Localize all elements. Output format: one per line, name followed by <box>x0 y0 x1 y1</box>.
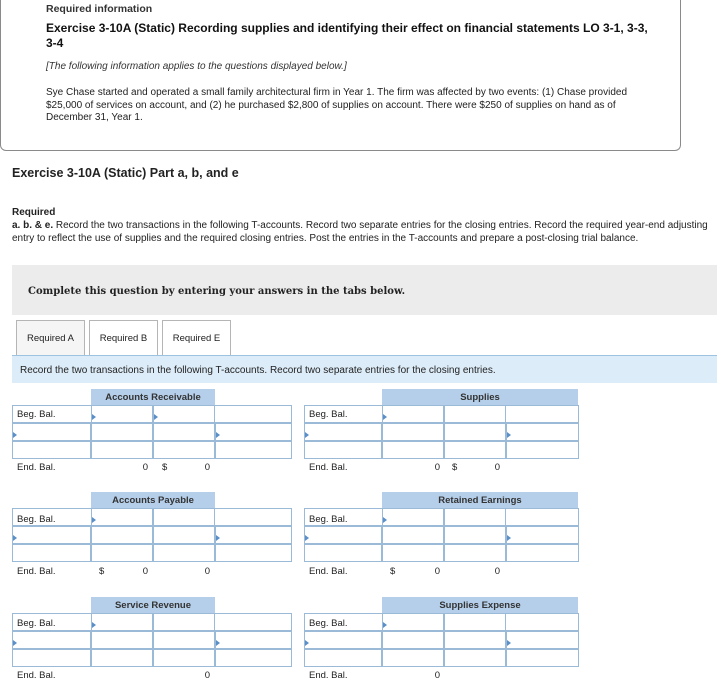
tab-required-a[interactable]: Required A <box>16 320 85 356</box>
supplies-end-dollar: $ <box>452 462 458 473</box>
ap-row1-label-input[interactable] <box>12 526 91 544</box>
input-marker-icon <box>154 414 158 420</box>
sr-row2-right-label-input[interactable] <box>215 649 292 667</box>
ar-row1-credit-input[interactable] <box>153 423 215 441</box>
supplies-row1-label-input[interactable] <box>304 423 382 441</box>
end-bal-label: End. Bal. <box>309 566 348 577</box>
ap-row2-right-label-input[interactable] <box>215 544 292 562</box>
se-row2-label-input[interactable] <box>304 649 382 667</box>
re-end-dollar: $ <box>390 566 396 577</box>
supplies-row1-credit-input[interactable] <box>444 423 506 441</box>
se-beg-debit-input[interactable] <box>382 613 444 631</box>
ap-row1-right-label-input[interactable] <box>215 526 292 544</box>
ar-end-debit-value: 0 <box>142 462 148 473</box>
tab-required-e[interactable]: Required E <box>162 320 231 356</box>
se-beg-credit-input[interactable] <box>444 613 506 631</box>
sr-beg-debit-input[interactable] <box>91 613 153 631</box>
re-beg-debit-input[interactable] <box>382 508 444 526</box>
input-marker-icon <box>216 640 220 646</box>
t-account-title: Accounts Receivable <box>91 389 215 406</box>
supplies-end-credit-value: 0 <box>494 462 500 473</box>
part-title: Exercise 3-10A (Static) Part a, b, and e <box>12 166 239 180</box>
ar-row2-label-input[interactable] <box>12 441 91 459</box>
supplies-row1-right-label-input[interactable] <box>506 423 579 441</box>
end-bal-label: End. Bal. <box>309 462 348 473</box>
t-account-title: Supplies <box>382 389 578 406</box>
info-note: [The following information applies to the questions displayed below.] <box>46 61 347 72</box>
ap-end-debit-value: 0 <box>142 566 148 577</box>
se-row1-debit-input[interactable] <box>382 631 444 649</box>
input-marker-icon <box>92 622 96 628</box>
re-row2-label-input[interactable] <box>304 544 382 562</box>
input-marker-icon <box>383 517 387 523</box>
ar-row2-right-label-input[interactable] <box>215 441 292 459</box>
re-beg-credit-input[interactable] <box>444 508 506 526</box>
ap-end-credit-value: 0 <box>204 566 210 577</box>
input-marker-icon <box>13 535 17 541</box>
ar-row1-right-label-input[interactable] <box>215 423 292 441</box>
complete-question-box <box>12 265 717 315</box>
re-row1-debit-input[interactable] <box>382 526 444 544</box>
input-marker-icon <box>92 517 96 523</box>
ap-beg-credit-input[interactable] <box>153 508 215 526</box>
ap-row1-debit-input[interactable] <box>91 526 153 544</box>
input-marker-icon <box>216 432 220 438</box>
se-row2-credit-input[interactable] <box>444 649 506 667</box>
re-end-credit-value: 0 <box>494 566 500 577</box>
sr-row1-label-input[interactable] <box>12 631 91 649</box>
tab-required-b[interactable]: Required B <box>89 320 158 356</box>
supplies-row2-right-label-input[interactable] <box>506 441 579 459</box>
se-row2-debit-input[interactable] <box>382 649 444 667</box>
ar-beg-debit-input[interactable] <box>91 405 153 423</box>
ap-row2-credit-input[interactable] <box>153 544 215 562</box>
supplies-row1-debit-input[interactable] <box>382 423 444 441</box>
ar-row2-credit-input[interactable] <box>153 441 215 459</box>
re-row2-credit-input[interactable] <box>444 544 506 562</box>
re-row1-right-label-input[interactable] <box>506 526 579 544</box>
sr-beg-credit-input[interactable] <box>153 613 215 631</box>
supplies-row2-credit-input[interactable] <box>444 441 506 459</box>
t-account-title: Retained Earnings <box>382 492 578 509</box>
ar-end-credit-value: 0 <box>204 462 210 473</box>
end-bal-label: End. Bal. <box>17 670 56 681</box>
beg-bal-label: Beg. Bal. <box>17 409 56 420</box>
sr-row2-label-input[interactable] <box>12 649 91 667</box>
beg-bal-label: Beg. Bal. <box>17 514 56 525</box>
t-account-title: Service Revenue <box>91 597 215 614</box>
beg-bal-label: Beg. Bal. <box>309 618 348 629</box>
input-marker-icon <box>383 414 387 420</box>
instruction-bar <box>12 356 717 383</box>
t-account-title: Supplies Expense <box>382 597 578 614</box>
re-end-debit-value: 0 <box>434 566 440 577</box>
required-information-box <box>0 0 681 151</box>
se-row1-label-input[interactable] <box>304 631 382 649</box>
supplies-beg-credit-input[interactable] <box>444 405 506 423</box>
end-bal-label: End. Bal. <box>17 566 56 577</box>
input-marker-icon <box>216 535 220 541</box>
sr-row1-credit-input[interactable] <box>153 631 215 649</box>
end-bal-label: End. Bal. <box>309 670 348 681</box>
se-row2-right-label-input[interactable] <box>506 649 579 667</box>
sr-end-credit-value: 0 <box>204 670 210 681</box>
ar-end-dollar: $ <box>162 462 168 473</box>
ar-row2-debit-input[interactable] <box>91 441 153 459</box>
t-account-title: Accounts Payable <box>91 492 215 509</box>
re-row1-credit-input[interactable] <box>444 526 506 544</box>
ar-row1-label-input[interactable] <box>12 423 91 441</box>
ap-row1-credit-input[interactable] <box>153 526 215 544</box>
ap-row2-debit-input[interactable] <box>91 544 153 562</box>
input-marker-icon <box>507 640 511 646</box>
beg-bal-label: Beg. Bal. <box>309 514 348 525</box>
input-marker-icon <box>13 640 17 646</box>
re-row2-debit-input[interactable] <box>382 544 444 562</box>
supplies-row2-label-input[interactable] <box>304 441 382 459</box>
ap-row2-label-input[interactable] <box>12 544 91 562</box>
info-text: Sye Chase started and operated a small family architectural firm in Year 1. The firm was affected by two events: (1) Chase provided $25,000 of services on account, and (2) he purchased $2,800 of supplies on account. There were $250 of supplies on hand as of December 31, Year 1. <box>46 87 628 123</box>
info-heading: Required information <box>46 3 153 15</box>
input-marker-icon <box>507 535 511 541</box>
end-bal-label: End. Bal. <box>17 462 56 473</box>
required-text <box>12 220 716 245</box>
input-marker-icon <box>507 432 511 438</box>
complete-question-text: Complete this question by entering your answers in the tabs below. <box>28 286 406 297</box>
input-marker-icon <box>13 432 17 438</box>
required-body: Record the two transactions in the following T-accounts. Record two separate entries for the closing entries. Record the required year-end adjusting entry to reflect the use of supplies and the required closing entries. Post the entries in the T-accounts and prepare a post-closing trial balance. <box>12 220 708 244</box>
sr-row1-right-label-input[interactable] <box>215 631 292 649</box>
sr-row1-debit-input[interactable] <box>91 631 153 649</box>
beg-bal-label: Beg. Bal. <box>17 618 56 629</box>
re-row1-label-input[interactable] <box>304 526 382 544</box>
input-marker-icon <box>92 414 96 420</box>
supplies-row2-debit-input[interactable] <box>382 441 444 459</box>
supplies-end-debit-value: 0 <box>434 462 440 473</box>
input-marker-icon <box>383 622 387 628</box>
ap-beg-debit-input[interactable] <box>91 508 153 526</box>
input-marker-icon <box>305 640 309 646</box>
required-lead: a. b. & e. <box>12 220 54 231</box>
se-end-debit-value: 0 <box>434 670 440 681</box>
beg-bal-label: Beg. Bal. <box>309 409 348 420</box>
re-row2-right-label-input[interactable] <box>506 544 579 562</box>
instruction-text: Record the two transactions in the following T-accounts. Record two separate entries for the closing entries. <box>20 365 496 376</box>
input-marker-icon <box>305 535 309 541</box>
sr-row2-debit-input[interactable] <box>91 649 153 667</box>
required-heading: Required <box>12 207 56 218</box>
ar-row1-debit-input[interactable] <box>91 423 153 441</box>
se-row1-right-label-input[interactable] <box>506 631 579 649</box>
exercise-title: Exercise 3-10A (Static) Recording supplies and identifying their effect on financial statements LO 3-1, 3-3, 3-4 <box>46 21 648 50</box>
sr-row2-credit-input[interactable] <box>153 649 215 667</box>
input-marker-icon <box>305 432 309 438</box>
ap-end-dollar: $ <box>99 566 105 577</box>
ar-beg-credit-input[interactable] <box>153 405 215 423</box>
supplies-beg-debit-input[interactable] <box>382 405 444 423</box>
se-row1-credit-input[interactable] <box>444 631 506 649</box>
